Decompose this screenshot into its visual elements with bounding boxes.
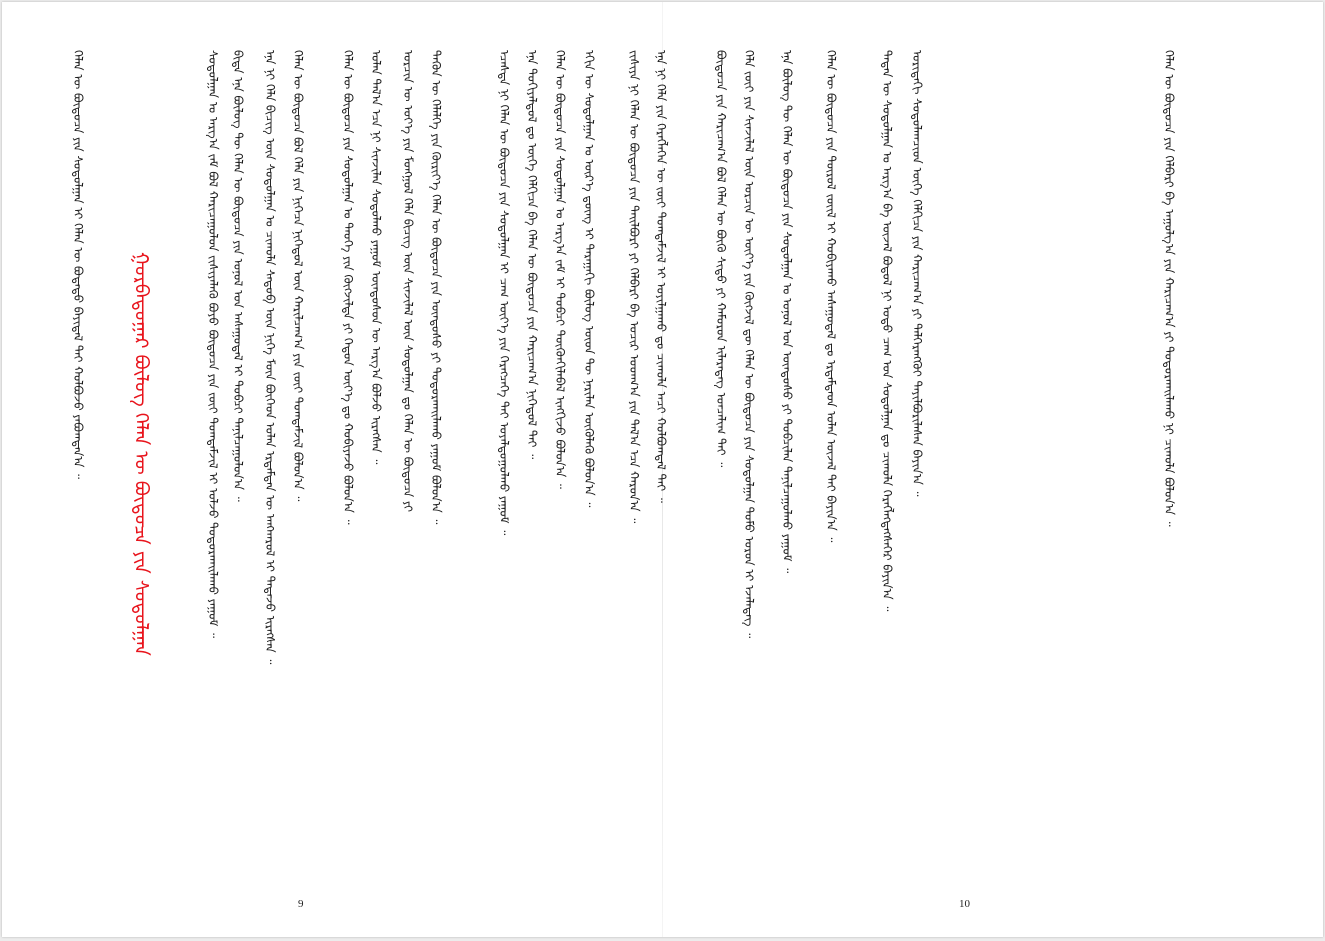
page-number: 10 <box>959 898 970 910</box>
text-column: ᠡᠬᠢᠨ ᠦ ᠰᠤᠳᠤᠯᠭᠠᠨ ᠤ ᠦᠷ᠎ᠡ ᠳ᠋ᠦᠩ ᠢ ᠳᠠᠷᠠᠭᠠᠬᠢ ᠪᠦᠯᠦᠭ ᠦᠳ ᠲᠦ ᠨᠠᠷᠢᠯᠠᠨ ᠥᠭᠦᠯᠡᠬᠦ ᠪᠣᠯᠤᠨ᠎ᠠ ᠃ <box>582 50 596 508</box>
text-column: ᠡᠴᠡᠰᠲᠡ ᠨᠢ ᠬᠡᠯᠡᠨ ᠦ ᠪᠦᠲᠦᠴᠡ ᠶᠢᠨ ᠰᠤᠳᠤᠯᠭᠠᠨ ᠢ ᠴᠠᠭ ᠦᠶ᠎ᠡ ᠶᠢᠨ ᠬᠡᠷᠡᠭᠴᠡᠭᠡ ᠲᠡᠢ ᠤᠶᠠᠯᠳᠤᠭᠤᠯᠬᠤ ᠶᠠᠭᠤᠮ ᠃ <box>497 50 511 536</box>
page-number: 9 <box>298 898 304 910</box>
text-column: ᠪᠢᠳᠡ ᠡᠨᠡ ᠪᠦᠯᠦᠭ ᠲᠦ ᠬᠡᠯᠡᠨ ᠦ ᠪᠦᠲᠦᠴᠡ ᠶᠢᠨ ᠣᠨᠣᠯ ᠤᠨ ᠠᠰᠠᠭᠤᠳᠠᠯ ᠢ ᠲᠣᠪᠴᠢ ᠲᠠᠨᠢᠯᠴᠠᠭᠤᠯᠤᠨ᠎ᠠ ᠃ <box>231 50 245 502</box>
text-column: ᠬᠡᠯᠡᠨ ᠦ ᠪᠦᠲᠦᠴᠡ ᠶᠢᠨ ᠬᠡᠯᠪᠡᠷᠢ ᠪᠠ ᠠᠭᠤᠯᠭ᠎ᠠ ᠶᠢᠨ ᠬᠠᠷᠢᠴᠠᠭ᠎ᠠ ᠶᠢ ᠲᠣᠳᠣᠷᠬᠠᠢᠯᠠᠬᠤ ᠨᠢ ᠴᠢᠬᠤᠯᠠ ᠪᠣᠯᠤᠨ᠎ᠠ ᠃ <box>1162 50 1176 527</box>
text-column: ᠡᠨᠡ ᠪᠦᠯᠦᠭ ᠲᠦ ᠬᠡᠯᠡᠨ ᠦ ᠪᠦᠲᠦᠴᠡ ᠶᠢᠨ ᠰᠤᠳᠤᠯᠭᠠᠨ ᠤ ᠣᠨᠣᠯ ᠤᠨ ᠦᠨᠳᠦᠰᠦ ᠶᠢ ᠲᠣᠪᠴᠢᠯᠠᠨ ᠲᠠᠨᠢᠯᠴᠠᠭᠤᠯᠬᠤ ᠶᠠᠭᠤᠮ ᠃ <box>780 50 794 574</box>
book-spread <box>2 2 1323 937</box>
text-column: ᠣᠯᠠᠨ ᠲᠠᠯ᠎ᠠ ᠡᠴᠡ ᠨᠢ ᠰᠢᠨᠵᠢᠯᠡᠨ ᠰᠤᠳᠤᠯᠬᠤ ᠶᠠᠭᠤᠮ ᠦᠨᠳᠦᠰᠦᠨ ᠦ ᠠᠷᠭ᠎ᠠ ᠪᠣᠯᠵᠤ ᠢᠷᠡᠭᠰᠡᠨ ᠃ <box>369 50 383 465</box>
text-column: ᠣᠷᠴᠢᠨ ᠦ ᠤᠶ᠎ᠡ ᠶᠢᠨ ᠮᠣᠩᠭᠣᠯ ᠬᠡᠯᠡ ᠪᠢᠴᠢᠭ ᠦᠨ ᠰᠢᠨᠵᠢᠯᠡᠯ ᠦᠨ ᠰᠤᠳᠤᠯᠭᠠᠨ ᠳᠤ ᠬᠡᠯᠡᠨ ᠦ ᠪᠦᠲᠦᠴᠡ ᠶᠢ <box>401 50 415 513</box>
text-column: ᠬᠡᠯᠡ ᠵᠦᠢ ᠶᠢᠨ ᠰᠢᠨᠵᠢᠯᠡᠯ ᠦᠨ ᠣᠷᠴᠢᠨ ᠦ ᠦᠶ᠎ᠡ ᠶᠢᠨ ᠬᠥᠭᠵᠢᠯ ᠳᠦ ᠬᠡᠯᠡᠨ ᠦ ᠪᠦᠲᠦᠴᠡ ᠶᠢᠨ ᠰᠤᠳᠤᠯᠭᠠᠨ ᠲᠣᠮᠤ ᠣᠷᠤᠨ ᠢ ᠡᠵᠡᠯᠡᠳᠡᠭ ᠃ <box>742 50 756 639</box>
text-column: ᠲᠡᠭᠦᠨ ᠦ ᠬᠡᠯᠡᠯᠭᠡ ᠶᠢᠨ ᠬᠦᠷᠢᠶ᠎ᠡ ᠬᠡᠯᠡᠨ ᠦ ᠪᠦᠲᠦᠴᠡ ᠶᠢᠨ ᠦᠨᠳᠦᠰᠦ ᠶᠢ ᠲᠣᠳᠣᠷᠬᠠᠢᠯᠠᠬᠤ ᠶᠠᠭᠤᠮ ᠪᠣᠯᠤᠨ᠎ᠠ ᠃ <box>429 50 443 525</box>
right-page <box>497 2 1323 937</box>
text-column: ᠪᠦᠲᠦᠴᠡ ᠶᠢᠨ ᠬᠠᠷᠢᠴᠠᠭ᠎ᠠ ᠪᠣᠯ ᠬᠡᠯᠡᠨ ᠦ ᠪᠦᠬᠦ ᠰᠢᠲᠦ ᠶᠢ ᠬᠠᠮᠤᠷᠤᠨ ᠢᠯᠡᠷᠡᠳᠡᠭ ᠣᠨᠴᠠᠯᠢᠭ ᠲᠠᠢ ᠃ <box>714 50 728 468</box>
text-column: ᠬᠡᠯᠡᠨ ᠦ ᠪᠦᠲᠦᠴᠡ ᠶᠢᠨ ᠲᠥᠷᠥᠯ ᠵᠦᠢᠯ ᠢ ᠬᠤᠪᠢᠶᠠᠬᠤ ᠠᠰᠠᠭᠤᠳᠠᠯ ᠳᠤ ᠡᠷᠳᠡᠮᠲᠡᠳ ᠣᠯᠠᠨ ᠦᠵᠡᠯ ᠲᠠᠢ ᠪᠠᠶᠢᠨ᠎ᠠ ᠃ <box>824 50 838 543</box>
text-column: ᠬᠡᠯᠡᠨ ᠦ ᠪᠦᠲᠦᠴᠡ ᠶᠢᠨ ᠰᠤᠳᠤᠯᠭᠠᠨ ᠤ ᠲᠡᠦᠬᠡ ᠶᠢᠨ ᠬᠦᠭᠵᠢᠯᠲᠡ ᠶᠢ ᠬᠡᠳᠦᠨ ᠦᠶ᠎ᠡ ᠳᠤ ᠬᠤᠪᠢᠶᠠᠵᠤ ᠪᠣᠯᠤᠨ᠎ᠠ ᠃ <box>341 50 355 525</box>
text-column: ᠤᠷᠢᠳᠠᠬᠢ ᠰᠤᠳᠤᠯᠠᠭᠴᠢᠳ ᠦᠭᠡ ᠬᠡᠯᠬᠢᠴᠡ ᠶᠢᠨ ᠬᠠᠷᠢᠴᠠᠭ᠎ᠠ ᠶᠢ ᠳᠡᠯᠭᠡᠷᠡᠩᠭᠦᠢ ᠲᠠᠶᠢᠯᠪᠤᠷᠢᠯᠠᠰᠠᠨ ᠪᠠᠶᠢᠨ᠎ᠠ ᠃ <box>910 50 924 497</box>
text-column: ᠡᠨᠡ ᠨᠢ ᠬᠡᠯᠡ ᠪᠢᠴᠢᠭ ᠦᠨ ᠰᠤᠳᠤᠯᠭᠠᠨ ᠤ ᠴᠢᠬᠤᠯᠠ ᠰᠡᠳᠦᠪ ᠦᠨ ᠨᠢᠭᠡ ᠮᠥᠨ ᠪᠥᠭᠡᠳ ᠣᠯᠠᠨ ᠡᠷᠳᠡᠮᠲᠡᠨ ᠦ ᠠᠩᠬᠠᠷᠤᠯ ᠢ ᠲᠠᠲᠠᠵᠤ ᠢᠷᠡᠭᠰᠡᠨ ᠃ <box>263 50 277 665</box>
text-column: ᠵᠢᠱᠢᠶᠡ ᠨᠢ ᠬᠡᠯᠡᠨ ᠦ ᠪᠦᠲᠦᠴᠡ ᠶᠢᠨ ᠲᠠᠢᠯᠪᠤᠷᠢ ᠶᠢ ᠬᠡᠯᠪᠡᠷᠢ ᠪᠠ ᠤᠴᠢᠷ ᠤᠳᠬ᠎ᠠ ᠶᠢᠨ ᠲᠠᠯ᠎ᠠ ᠡᠴᠡ ᠬᠠᠷᠤᠨ᠎ᠠ ᠃ <box>627 50 641 524</box>
text-column: ᠬᠡᠯᠡᠨ ᠦ ᠪᠦᠲᠦᠴᠡ ᠶᠢᠨ ᠰᠤᠳᠤᠯᠭᠠᠨ ᠤ ᠠᠷᠭ᠎ᠠ ᠵᠠᠮ ᠢ ᠲᠣᠪᠴᠢ ᠳᠦᠭᠦᠨᠬᠢᠯᠡᠪᠡᠯ ᠢᠩᠭᠢᠵᠦ ᠪᠣᠯᠤᠨ᠎ᠠ ᠃ <box>553 50 567 489</box>
text-column: ᠰᠤᠳᠤᠯᠭᠠᠨ ᠤ ᠠᠷᠭ᠎ᠠ ᠵᠠᠮ ᠪᠣᠯ ᠬᠠᠷᠢᠴᠠᠭᠤᠯᠤᠨ ᠵᠢᠱᠢᠶᠡᠯᠡᠬᠦ ᠪᠤᠶᠤ ᠪᠦᠲᠦᠴᠡ ᠶᠢᠨ ᠵᠦᠢ ᠲᠣᠭᠲᠠᠮᠵᠢᠯ ᠢ ᠣᠯᠵᠤ ᠲᠣᠳᠣᠷᠬᠠᠢᠯᠠᠬᠤ ᠶᠠᠭᠤᠮ ᠃ <box>206 50 220 639</box>
text-column: ᠡᠨᠡ ᠨᠢ ᠬᠡᠯᠡ ᠶᠢᠨ ᠬᠡᠷᠡᠭᠯᠡᠭᠡᠨ ᠦ ᠵᠦᠢ ᠲᠣᠭᠲᠠᠮᠵᠢᠯ ᠢ ᠣᠶᠢᠯᠭᠠᠬᠤ ᠳᠤ ᠴᠢᠬᠤᠯᠠ ᠠᠴᠢ ᠬᠣᠯᠪᠣᠭᠳᠠᠯ ᠲᠠᠢ ᠃ <box>654 50 668 503</box>
text-column: ᠬᠡᠯᠡᠨ ᠦ ᠪᠦᠲᠦᠴᠡ ᠪᠣᠯ ᠬᠡᠯᠡ ᠶᠢᠨ ᠨᠢᠭᠡᠴᠡ ᠨᠢᠭᠡᠳᠦᠯ ᠦᠨ ᠬᠠᠷᠢᠯᠴᠠᠭ᠎ᠠ ᠶᠢᠨ ᠵᠦᠢ ᠲᠣᠭᠲᠠᠮᠵᠢᠯ ᠪᠣᠯᠤᠨ᠎ᠠ ᠃ <box>291 50 305 502</box>
chapter-title: ᠭᠤᠷᠪᠠᠳᠤᠭᠠᠷ ᠪᠦᠯᠦᠭ ᠬᠡᠯᠡᠨ ᠦ ᠪᠦᠲᠦᠴᠡ ᠶᠢᠨ ᠰᠤᠳᠤᠯᠭᠠᠨ <box>130 252 152 656</box>
text-column: ᠡᠨᠡ ᠲᠣᠬᠢᠶᠠᠯᠳᠤᠯ ᠳᠤ ᠦᠭᠡ ᠬᠡᠯᠬᠢᠴᠡ ᠪᠠ ᠬᠡᠯᠡᠨ ᠦ ᠪᠦᠲᠦᠴᠡ ᠶᠢᠨ ᠬᠠᠷᠢᠴᠠᠭ᠎ᠠ ᠨᠢᠭᠡᠳᠦᠯ ᠲᠡᠢ ᠃ <box>525 50 539 460</box>
text-column: ᠲᠡᠳᠡᠨ ᠦ ᠰᠤᠳᠤᠯᠭᠠᠨ ᠤ ᠠᠷᠭ᠎ᠠ ᠪᠠ ᠦᠵᠡᠯ ᠪᠣᠳᠤᠯ ᠨᠢ ᠣᠳᠣ ᠴᠠᠭ ᠤᠨ ᠰᠤᠳᠤᠯᠭᠠᠨ ᠳᠤ ᠴᠢᠬᠤᠯᠠ ᠬᠡᠷᠡᠭᠯᠡᠭᠳᠡᠭᠰᠡᠭᠡᠷ ᠪᠠᠶᠢᠨ᠎ᠠ ᠃ <box>880 50 894 612</box>
text-column: ᠬᠡᠯᠡᠨ ᠦ ᠪᠦᠲᠦᠴᠡ ᠶᠢᠨ ᠰᠤᠳᠤᠯᠭᠠᠨ ᠢ ᠬᠡᠯᠡᠨ ᠦ ᠪᠣᠳᠠᠲᠤ ᠪᠠᠶᠢᠳᠠᠯ ᠲᠠᠢ ᠬᠣᠯᠪᠣᠵᠤ ᠶᠠᠪᠤᠭᠳᠠᠨ᠎ᠠ ᠃ <box>71 50 85 480</box>
